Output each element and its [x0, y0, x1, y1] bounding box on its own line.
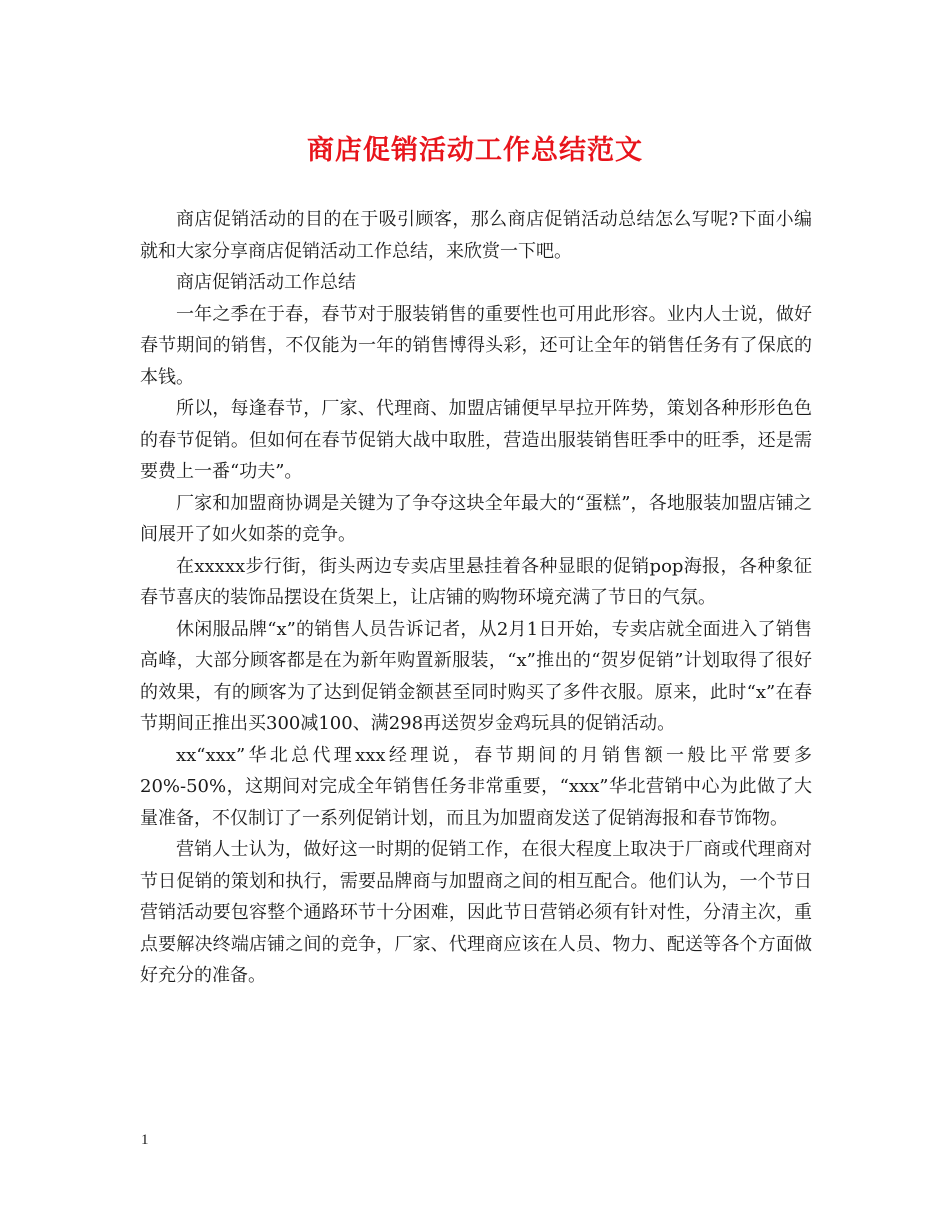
paragraph: 营销人士认为，做好这一时期的促销工作，在很大程度上取决于厂商或代理商对节日促销的策划和执行，需要品牌商与加盟商之间的相互配合。他们认为，一个节日营销活动要包容整个通路环节十分困难，因此节日营销必须有针对性，分清主次，重点要解决终端店铺之间的竞争，厂家、代理商应该在人员、物力、配送等各个方面做好充分的准备。 [140, 839, 812, 986]
paragraph: 商店促销活动的目的在于吸引顾客，那么商店促销活动总结怎么写呢?下面小编就和大家分享商店促销活动工作总结，来欣赏一下吧。 [140, 209, 812, 262]
paragraph: xx“xxx”华北总代理xxx经理说，春节期间的月销售额一般比平常要多20%-50%，这期间对完成全年销售任务非常重要，“xxx”华北营销中心为此做了大量准备，不仅制订了一系列促销计划，而且为加盟商发送了促销海报和春节饰物。 [140, 744, 812, 829]
paragraph: 在xxxxx步行街，街头两边专卖店里悬挂着各种显眼的促销pop海报，各种象征春节喜庆的装饰品摆设在货架上，让店铺的购物环境充满了节日的气氛。 [140, 555, 812, 608]
paragraph: 一年之季在于春，春节对于服装销售的重要性也可用此形容。业内人士说，做好春节期间的销售，不仅能为一年的销售博得头彩，还可让全年的销售任务有了保底的本钱。 [140, 303, 812, 388]
paragraph: 休闲服品牌“x”的销售人员告诉记者，从2月1日开始，专卖店就全面进入了销售高峰，大部分顾客都是在为新年购置新服装，“x”推出的“贺岁促销”计划取得了很好的效果，有的顾客为了达到促销金额甚至同时购买了多件衣服。原来，此时“x”在春节期间正推出买300减100、满298再送贺岁金鸡玩具的促销活动。 [140, 618, 812, 734]
page-number: 1 [141, 1132, 149, 1148]
document-title: 商店促销活动工作总结范文 [307, 135, 643, 166]
paragraph: 厂家和加盟商协调是关键为了争夺这块全年最大的“蛋糕”，各地服装加盟店铺之间展开了如火如荼的竞争。 [140, 492, 812, 545]
document-body [140, 204, 812, 992]
paragraph: 商店促销活动工作总结 [176, 272, 356, 293]
paragraph: 所以，每逢春节，厂家、代理商、加盟店铺便早早拉开阵势，策划各种形形色色的春节促销。但如何在春节促销大战中取胜，营造出服装销售旺季中的旺季，还是需要费上一番“功夫”。 [140, 398, 812, 482]
